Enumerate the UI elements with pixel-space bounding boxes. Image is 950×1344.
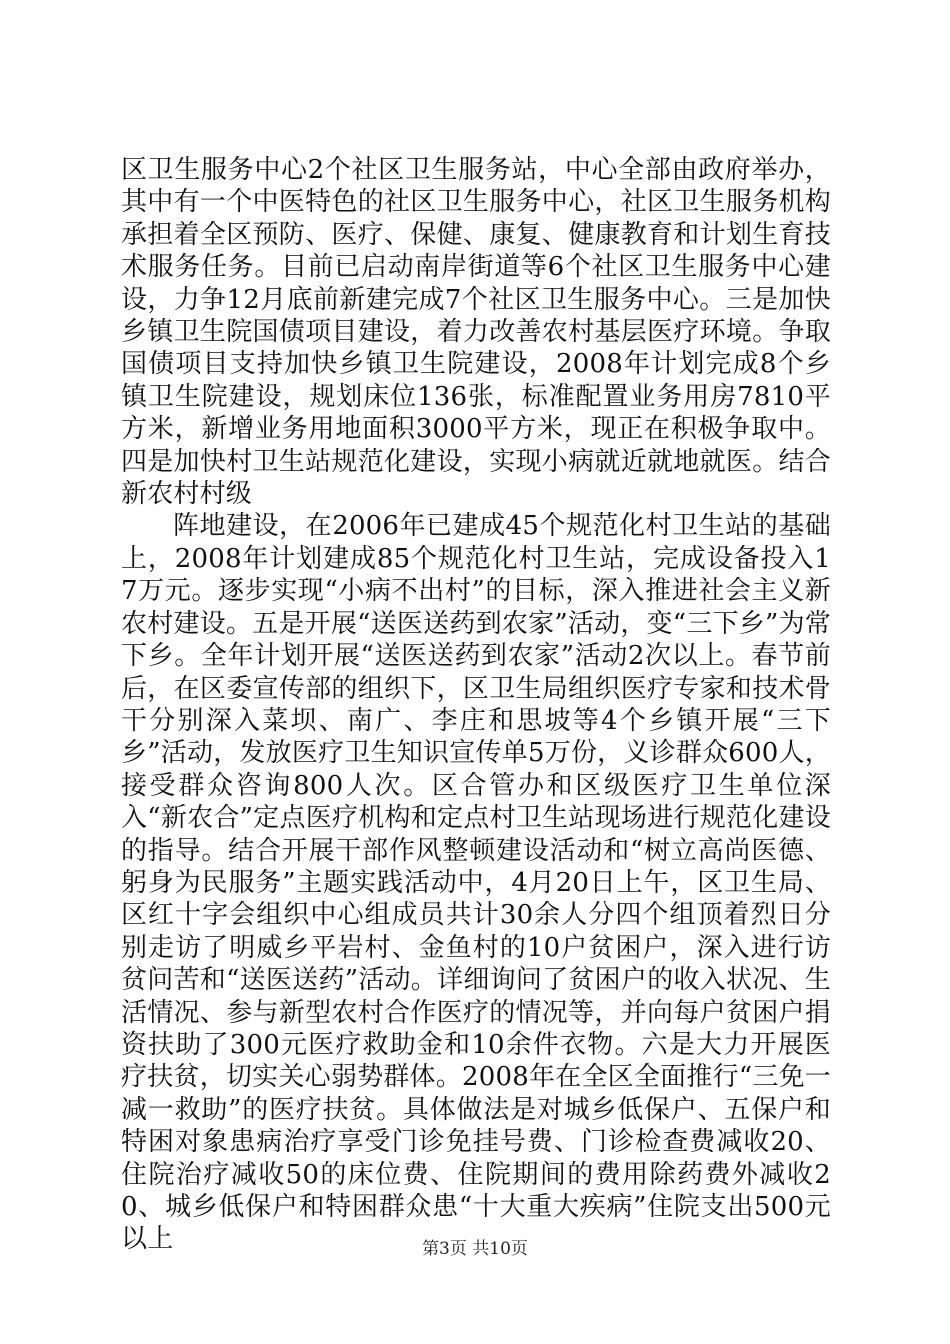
document-body bbox=[121, 154, 831, 1256]
paragraph-2: 阵地建设，在2006年已建成45个规范化村卫生站的基础上，2008年计划建成85个规范化村卫生站，完成设备投入17万元。逐步实现“小病不出村”的目标，深入推进社会主义新农村建设。五是开展“送医送药到农家”活动，变“三下乡”为常下乡。全年计划开展“送医送药到农家”活动2次以上。春节前后，在区委宣传部的组织下，区卫生局组织医疗专家和技术骨干分别深入菜坝、南广、李庄和思坡等4个乡镇开展“三下乡”活动，发放医疗卫生知识宣传单5万份，义诊群众600人，接受群众咨询800人次。区合管办和区级医疗卫生单位深入“新农合”定点医疗机构和定点村卫生站现场进行规范化建设的指导。结合开展干部作风整顿建设活动和“树立高尚医德、躬身为民服务”主题实践活动中，4月20日上午，区卫生局、区红十字会组织中心组成员共计30余人分四个组顶着烈日分别走访了明威乡平岩村、金鱼村的10户贫困户，深入进行访贫问苦和“送医送药”活动。详细询问了贫困户的收入状况、生活情况、参与新型农村合作医疗的情况等，并向每户贫困户捐资扶助了300元医疗救助金和10余件衣物。六是大力开展医疗扶贫，切实关心弱势群体。2008年在全区全面推行“三免一减一救助”的医疗扶贫。具体做法是对城乡低保户、五保户和特困对象患病治疗享受门诊免挂号费、门诊检查费减收20、住院治疗减收50的床位费、住院期间的费用除药费外减收20、城乡低保户和特困群众患“十大重大疾病”住院支出500元以上 bbox=[121, 511, 831, 1255]
paragraph-1: 区卫生服务中心2个社区卫生服务站，中心全部由政府举办，其中有一个中医特色的社区卫生服务中心，社区卫生服务机构承担着全区预防、医疗、保健、康复、健康教育和计划生育技术服务任务。目前已启动南岸街道等6个社区卫生服务中心建设，力争12月底前新建完成7个社区卫生服务中心。三是加快乡镇卫生院国债项目建设，着力改善农村基层医疗环境。争取国债项目支持加快乡镇卫生院建设，2008年计划完成8个乡镇卫生院建设，规划床位136张，标准配置业务用房7810平方米，新增业务用地面积3000平方米，现正在积极争取中。四是加快村卫生站规范化建设，实现小病就近就地就医。结合新农村村级 bbox=[121, 155, 831, 510]
page-footer: 第3页 共10页 bbox=[422, 1239, 528, 1259]
